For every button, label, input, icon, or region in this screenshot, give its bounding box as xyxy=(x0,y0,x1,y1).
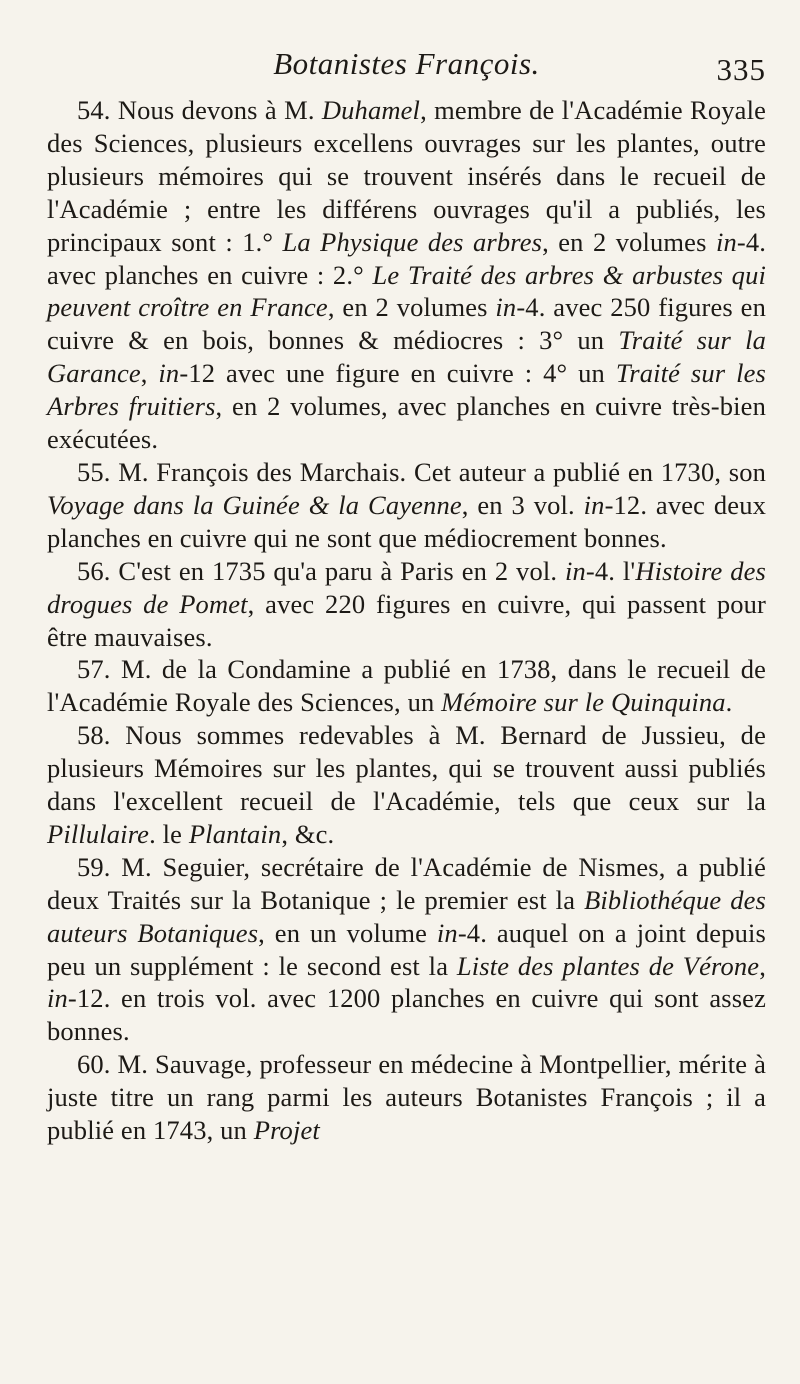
text-run: -12. en trois vol. avec 1200 planches en cuivre qui sont assez bonnes. xyxy=(47,983,766,1047)
text-run: , membre de l'Académie Royale des Sciences, plusieurs excellens ouvrages sur les plantes, outre plusieurs mémoires qui se trouvent insérés dans le recueil de l'Académie ; entre les différens ouvrages qu'il a publiés, les principaux sont : 1.° xyxy=(47,95,766,257)
italic-text-run: in xyxy=(47,983,68,1014)
text-run: 60. M. Sauvage, professeur en médecine à Montpellier, mérite à juste titre un rang parmi les auteurs Botanistes François ; il a publié en 1743, un xyxy=(47,1049,766,1146)
italic-text-run: Le Traité des arbres & arbustes qui peuvent croître en France xyxy=(47,259,766,323)
italic-text-run: Traité sur les Arbres fruitiers xyxy=(47,358,766,422)
text-run: , en 3 vol. xyxy=(461,489,584,520)
body-text xyxy=(47,94,766,1147)
italic-text-run: in xyxy=(715,226,737,257)
text-run: , xyxy=(759,950,766,981)
text-run: -12. avec deux planches en cuivre qui ne sont que médiocrement bonnes. xyxy=(47,489,766,553)
italic-text-run: Pillulaire xyxy=(47,818,150,849)
text-run: -4. avec planches en cuivre : 2.° xyxy=(47,226,767,290)
text-run: 55. M. François des Marchais. Cet auteur a publié en 1730, son xyxy=(77,456,766,487)
italic-text-run: Bibliothéque des auteurs Botaniques xyxy=(47,884,766,948)
paragraph-58 xyxy=(47,719,766,851)
text-run: , en un volume xyxy=(258,917,437,948)
paragraph-59 xyxy=(47,851,766,1048)
running-title: Botanistes François. xyxy=(273,46,540,81)
italic-text-run: Mémoire sur le Quinquina xyxy=(441,687,726,718)
text-run: 57. M. de la Condamine a publié en 1738, dans le recueil de l'Académie Royale des Sciences, un xyxy=(47,654,766,718)
text-run: -12 avec une figure en cuivre : 4° un xyxy=(179,358,616,389)
italic-text-run: Voyage dans la Guinée & la Cayenne xyxy=(47,489,462,520)
italic-text-run: Duhamel xyxy=(321,95,421,125)
italic-text-run: in xyxy=(495,292,517,323)
italic-text-run: La Physique des arbres xyxy=(282,226,543,257)
paragraph-56 xyxy=(47,555,766,654)
text-run: 56. C'est en 1735 qu'a paru à Paris en 2 vol. xyxy=(77,555,565,586)
text-run: . le xyxy=(149,818,189,849)
text-run: -4. avec 250 figures en cuivre & en bois, bonnes & médiocres : 3° un xyxy=(47,292,766,356)
text-run: , en 2 volumes xyxy=(542,226,716,257)
italic-text-run: Histoire des drogues de Pomet xyxy=(47,555,766,619)
italic-text-run: Liste des plantes de Vérone xyxy=(456,950,760,981)
paragraph-57 xyxy=(47,653,766,719)
text-run: 54. Nous devons à M. xyxy=(77,95,322,125)
italic-text-run: Traité sur la Garance xyxy=(47,325,767,389)
page-header xyxy=(47,44,766,94)
text-run: 59. M. Seguier, secrétaire de l'Académie de Nismes, a publié deux Traités sur la Botanique ; le premier est la xyxy=(47,851,766,915)
italic-text-run: Plantain xyxy=(188,818,282,849)
paragraph-60 xyxy=(47,1048,766,1147)
text-run: , avec 220 figures en cuivre, qui passent pour être mauvaises. xyxy=(47,588,766,652)
italic-text-run: Projet xyxy=(253,1115,320,1146)
italic-text-run: in xyxy=(583,489,605,520)
page-number: 335 xyxy=(716,52,766,87)
italic-text-run: in xyxy=(436,917,458,948)
text-run: , xyxy=(140,358,159,389)
italic-text-run: in xyxy=(564,555,586,586)
paragraph-54 xyxy=(47,94,766,456)
text-run: . xyxy=(725,687,733,718)
text-run: 58. Nous sommes redevables à M. Bernard de Jussieu, de plusieurs Mémoires sur les plantes, qui se trouvent aussi publiés dans l'excellent recueil de l'Académie, tels que ceux sur la xyxy=(47,720,766,817)
paragraph-55 xyxy=(47,456,766,555)
text-run: -4. l' xyxy=(585,555,636,586)
italic-text-run: in xyxy=(158,358,180,389)
text-run: , &c. xyxy=(281,818,335,849)
text-run: , en 2 volumes, avec planches en cuivre très-bien exécutées. xyxy=(47,391,766,455)
text-run: -4. auquel on a joint depuis peu un supplément : le second est la xyxy=(47,917,766,981)
text-run: , en 2 volumes xyxy=(327,292,496,323)
